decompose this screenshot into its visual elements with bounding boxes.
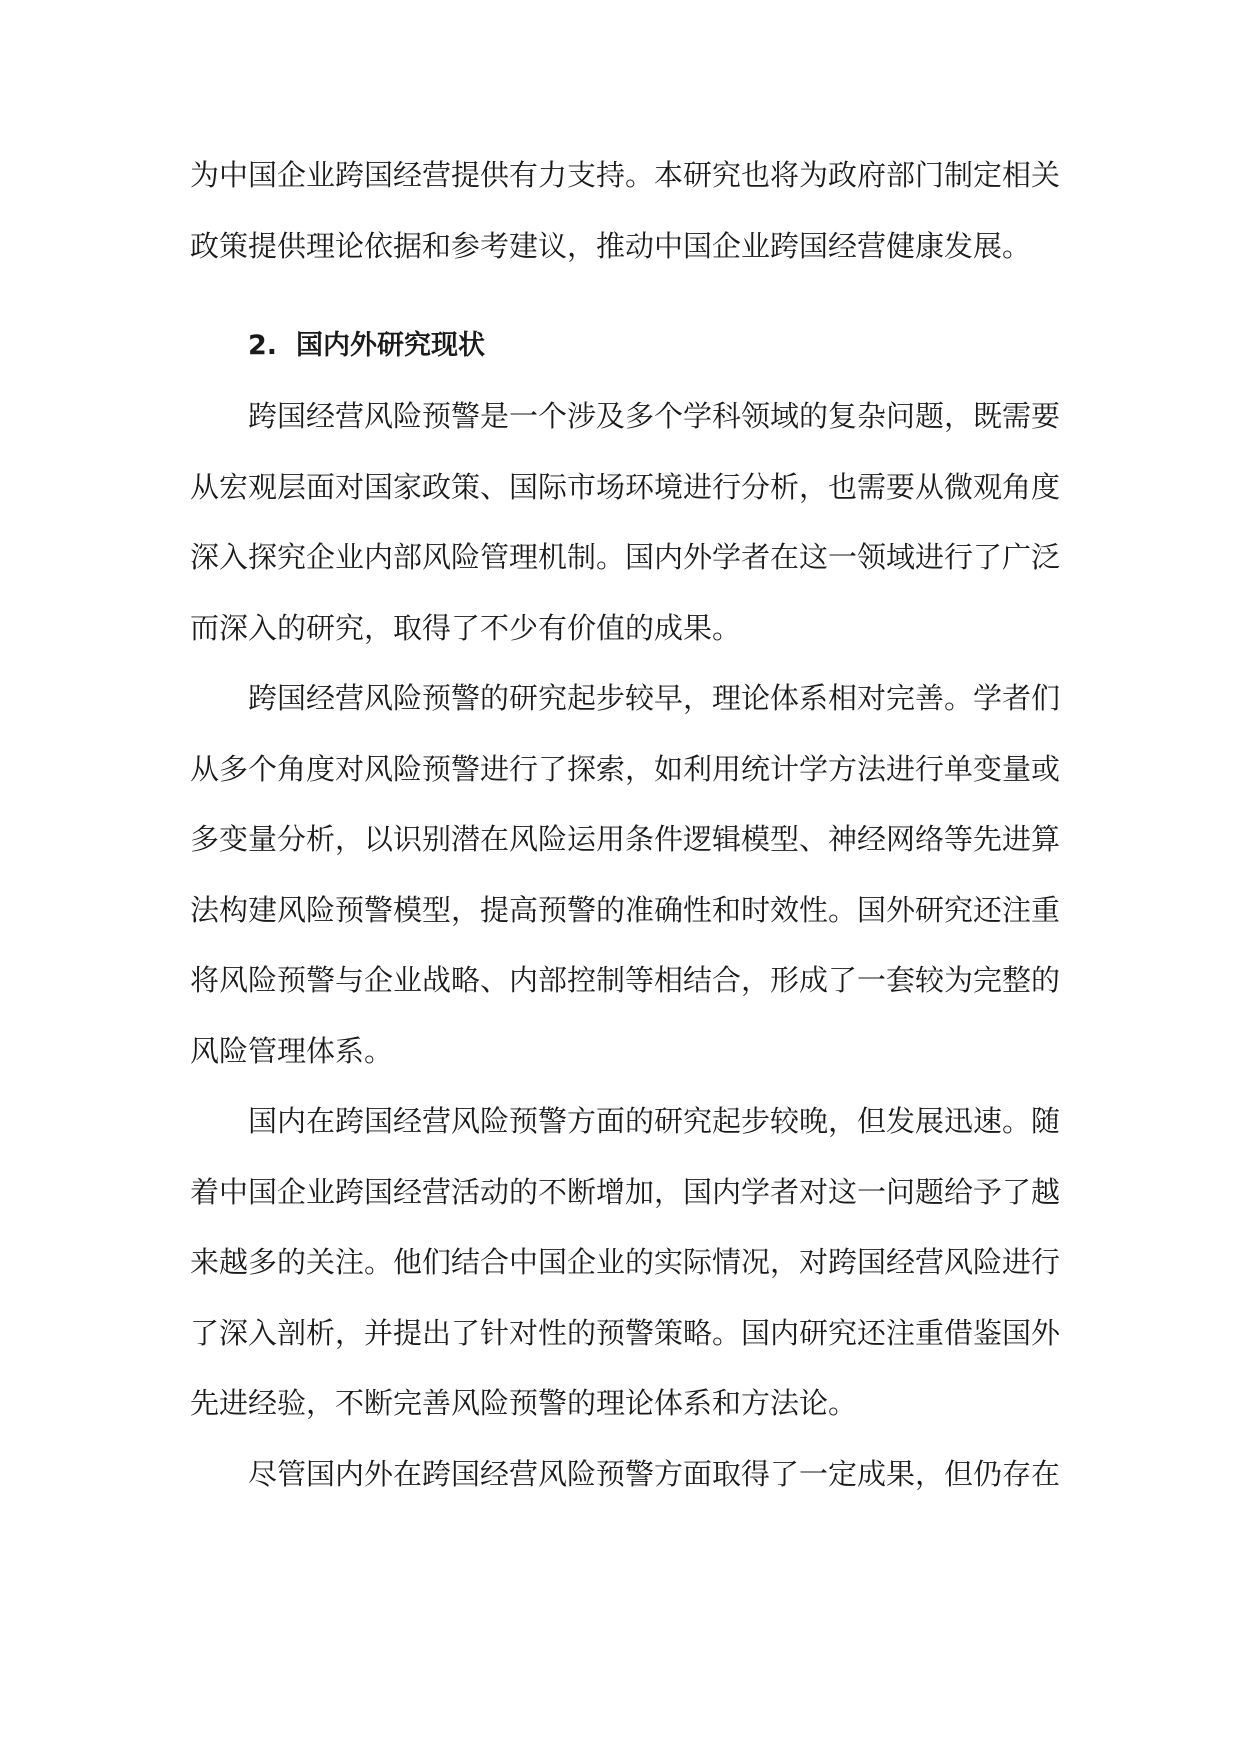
section-title: 国内外研究现状 bbox=[296, 330, 485, 361]
text-line: 将风险预警与企业战略、内部控制等相结合，形成了一套较为完整的 bbox=[190, 963, 1061, 997]
text-line: 而深入的研究，取得了不少有价值的成果。 bbox=[190, 610, 742, 645]
text-line: 跨国经营风险预警的研究起步较早，理论体系相对完善。学者们 bbox=[248, 681, 1061, 715]
text-line: 尽管国内外在跨国经营风险预警方面取得了一定成果，但仍存在 bbox=[248, 1456, 1061, 1491]
text-line: 政策提供理论依据和参考建议，推动中国企业跨国经营健康发展。 bbox=[190, 228, 1032, 263]
text-line: 了深入剖析，并提出了针对性的预警策略。国内研究还注重借鉴国外 bbox=[190, 1315, 1061, 1350]
text-line: 从多个角度对风险预警进行了探索，如利用统计学方法进行单变量或 bbox=[190, 751, 1061, 786]
intro-paragraph bbox=[190, 140, 1061, 281]
text-line: 深入探究企业内部风险管理机制。国内外学者在这一领域进行了广泛 bbox=[190, 540, 1061, 574]
text-line: 多变量分析，以识别潜在风险运用条件逻辑模型、神经网络等先进算 bbox=[190, 822, 1061, 856]
text-line: 风险管理体系。 bbox=[190, 1033, 394, 1068]
text-line: 国内在跨国经营风险预警方面的研究起步较晚，但发展迅速。随 bbox=[248, 1104, 1061, 1138]
text-line: 先进经验，不断完善风险预警的理论体系和方法论。 bbox=[190, 1386, 858, 1420]
paragraph-2 bbox=[190, 663, 1061, 1086]
page-body bbox=[190, 140, 1061, 1509]
text-line: 为中国企业跨国经营提供有力支持。本研究也将为政府部门制定相关 bbox=[190, 158, 1061, 192]
paragraph-3 bbox=[190, 1086, 1061, 1439]
text-line: 法构建风险预警模型，提高预警的准确性和时效性。国外研究还注重 bbox=[190, 892, 1061, 927]
section-number: 2. bbox=[248, 330, 278, 361]
text-line: 着中国企业跨国经营活动的不断增加，国内学者对这一问题给予了越 bbox=[190, 1174, 1061, 1209]
paragraph-4 bbox=[190, 1439, 1061, 1510]
text-line: 来越多的关注。他们结合中国企业的实际情况，对跨国经营风险进行 bbox=[190, 1245, 1061, 1279]
section-heading bbox=[190, 311, 1052, 381]
paragraph-1 bbox=[190, 381, 1061, 663]
text-line: 跨国经营风险预警是一个涉及多个学科领域的复杂问题，既需要 bbox=[248, 399, 1061, 433]
text-line: 从宏观层面对国家政策、国际市场环境进行分析，也需要从微观角度 bbox=[190, 469, 1061, 504]
